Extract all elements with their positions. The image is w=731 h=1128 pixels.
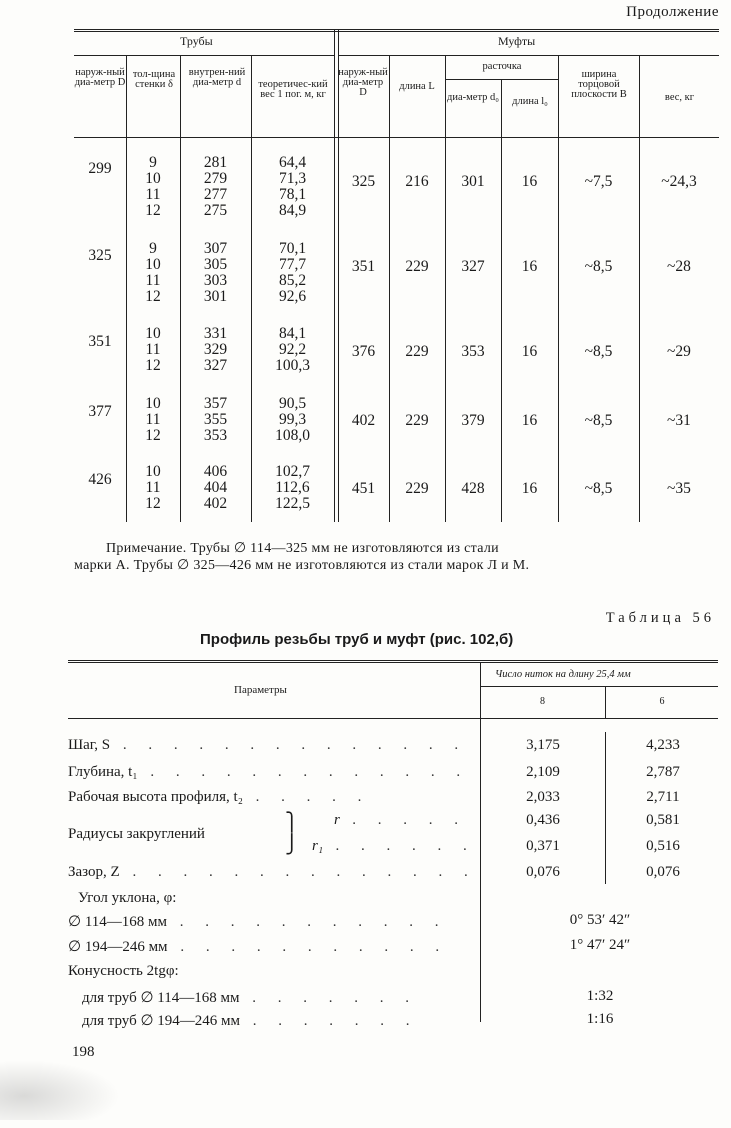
- hdr-bore-diam: диа-метр d₀: [447, 92, 499, 103]
- hdr-bore-group: расточка: [482, 61, 522, 72]
- scan-smudge: [0, 1060, 120, 1120]
- hdr-weight-theor: теоретичес-кий вес 1 пог. м, кг: [258, 79, 328, 100]
- threads-header: Число ниток на длину 25,4 мм: [495, 669, 631, 680]
- table-label: Таблица 56: [605, 610, 715, 626]
- note-line-1: Примечание. Трубы ∅ 114—325 мм не изготовляются из стали: [106, 541, 499, 556]
- group-couplings: Муфты: [498, 34, 536, 48]
- hdr-weight: вес, кг: [664, 92, 695, 103]
- radius-label: Радиусы закруглений: [68, 826, 205, 842]
- hdr-coupling-outer-diam: наруж-ный диа-метр D: [338, 67, 388, 98]
- taper-label: Конусность 2tgφ:: [68, 963, 179, 979]
- table-title: Профиль резьбы труб и муфт (рис. 102,б): [200, 631, 514, 648]
- hdr-coupling-length: длина L: [399, 81, 435, 92]
- hdr-wall: тол-щина стенки δ: [132, 69, 176, 90]
- note-line-2: марки А. Трубы ∅ 325—426 мм не изготовляются из стали марок Л и М.: [74, 558, 530, 573]
- col-8: 8: [540, 696, 545, 707]
- hdr-outer-diam: наруж-ный диа-метр D: [74, 67, 126, 88]
- hdr-face-width: ширина торцовой плоскости B: [571, 69, 627, 100]
- continuation-label: Продолжение: [626, 4, 719, 20]
- param-header: Параметры: [234, 684, 287, 696]
- group-pipes: Трубы: [180, 34, 213, 48]
- col-6: 6: [659, 696, 665, 707]
- page-number: 198: [72, 1044, 95, 1060]
- angle-label: Угол уклона, φ:: [78, 890, 177, 906]
- hdr-bore-length: длина l₀: [512, 96, 548, 107]
- hdr-inner-diam: внутрен-ний диа-метр d: [188, 67, 246, 88]
